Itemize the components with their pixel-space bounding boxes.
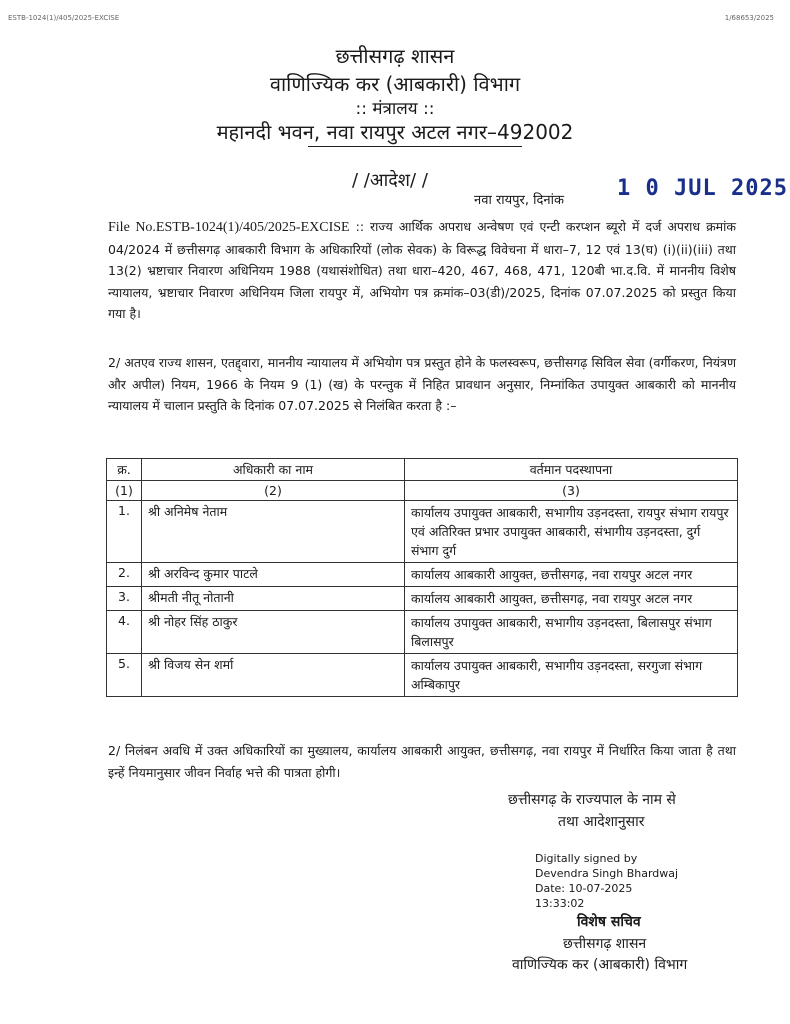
row-serial: 1.: [107, 501, 142, 563]
ministry-label: :: मंत्रालय ::: [355, 99, 435, 119]
row-serial: 3.: [107, 587, 142, 611]
department-name: वाणिज्यिक कर (आबकारी) विभाग: [269, 72, 521, 96]
col-number: (1): [107, 481, 142, 501]
digital-signature-line: Digitally signed by: [535, 852, 638, 865]
signer-designation: विशेष सचिव: [577, 914, 641, 930]
date-stamp: 1 0 JUL 2025: [617, 176, 788, 201]
officer-posting: कार्यालय उपायुक्त आबकारी, सभागीय उड़नदस्ता, बिलासपुर संभाग बिलासपुर: [405, 611, 738, 654]
signature-time: 13:33:02: [535, 897, 585, 910]
col-posting-header: वर्तमान पदस्थापना: [405, 459, 738, 481]
officer-posting: कार्यालय आबकारी आयुक्त, छत्तीसगढ़, नवा रायपुर अटल नगर: [405, 587, 738, 611]
row-serial: 2.: [107, 563, 142, 587]
order-title: / /आदेश/ /: [352, 170, 428, 191]
paragraph-2: 2/ अतएव राज्य शासन, एतद्द्वारा, माननीय न्यायालय में अभियोग पत्र प्रस्तुत होने के फलस्वरूप, छत्तीसगढ़ सिविल सेवा (वर्गीकरण, नियंत्रण और अपील) नियम, 1966 के नियम 9 (1) (ख) के परन्तुक में निहित प्रावधान अनुसार, निम्नांकित उपायुक्त आबकारी को माननीय न्यायालय में चालान प्रस्तुति के दिनांक 07.07.2025 से निलंबित करता है :–: [108, 355, 737, 413]
col-serial-header: क्र.: [107, 459, 142, 481]
place-date-label: नवा रायपुर, दिनांक: [474, 193, 564, 208]
officer-posting: कार्यालय उपायुक्त आबकारी, सभागीय उड़नदस्ता, रायपुर संभाग रायपुर एवं अतिरिक्त प्रभार उपायुक्त आबकारी, संभागीय उड़नदस्ता, दुर्ग संभाग दुर्ग: [405, 501, 738, 563]
by-order-line: तथा आदेशानुसार: [558, 814, 645, 830]
table-row: [107, 563, 738, 587]
col-name-header: अधिकारी का नाम: [142, 459, 405, 481]
table-header-row: [107, 459, 738, 481]
file-reference-top: ESTB-1024(1)/405/2025-EXCISE: [8, 14, 120, 22]
officer-name: श्री नोहर सिंह ठाकुर: [142, 611, 405, 654]
officer-name: श्री विजय सेन शर्मा: [142, 654, 405, 697]
signer-department: वाणिज्यिक कर (आबकारी) विभाग: [512, 957, 688, 973]
table-row: [107, 587, 738, 611]
header-divider: [308, 146, 522, 147]
col-number: (2): [142, 481, 405, 501]
table-row: [107, 611, 738, 654]
government-name: छत्तीसगढ़ शासन: [335, 44, 455, 68]
table-row: [107, 501, 738, 563]
document-number-top: 1/68653/2025: [724, 14, 774, 22]
row-serial: 4.: [107, 611, 142, 654]
officer-name: श्रीमती नीतू नोतानी: [142, 587, 405, 611]
governor-order-line: छत्तीसगढ़ के राज्यपाल के नाम से: [508, 792, 676, 808]
row-serial: 5.: [107, 654, 142, 697]
paragraph-3: 2/ निलंबन अवधि में उक्त अधिकारियों का मुख्यालय, कार्यालय आबकारी आयुक्त, छत्तीसगढ़, नवा रायपुर में निर्धारित किया जाता है तथा इन्हें नियमानुसार जीवन निर्वाह भत्ते की पात्रता होगी।: [108, 743, 736, 780]
officer-posting: कार्यालय उपायुक्त आबकारी, सभागीय उड़नदस्ता, सरगुजा संभाग अम्बिकापुर: [405, 654, 738, 697]
col-number: (3): [405, 481, 738, 501]
table-row: [107, 654, 738, 697]
officer-name: श्री अरविन्द कुमार पाटले: [142, 563, 405, 587]
digital-signature-block: [535, 851, 678, 911]
paragraph-1-text: :: राज्य आर्थिक अपराध अन्वेषण एवं एन्टी करप्शन ब्यूरो में दर्ज अपराध क्रमांक 04/2024 में छत्तीसगढ़ आबकारी विभाग के अधिकारियों (लोक सेवक) के विरूद्ध विवेचना में धारा–7, 12 एवं 13(घ) (i)(ii)(iii) तथा 13(2) भ्रष्टाचार निवारण अधिनियम 1988 (यथासंशोधित) तथा धारा–420, 467, 468, 471, 120बी भा.द.वि. में माननीय विशेष न्यायालय, भ्रष्टाचार निवारण अधिनियम जिला रायपुर में, अभियोग पत्र क्रमांक–03(डी)/2025, दिनांक 07.07.2025 को प्रस्तुत किया गया है।: [108, 219, 736, 321]
officers-table: [106, 458, 738, 697]
officer-posting: कार्यालय आबकारी आयुक्त, छत्तीसगढ़, नवा रायपुर अटल नगर: [405, 563, 738, 587]
signature-date: Date: 10-07-2025: [535, 882, 633, 895]
file-number: File No.ESTB-1024(1)/405/2025-EXCISE: [108, 220, 350, 235]
signer-name: Devendra Singh Bhardwaj: [535, 867, 679, 880]
officer-name: श्री अनिमेष नेताम: [142, 501, 405, 563]
address: महानदी भवन, नवा रायपुर अटल नगर–492002: [216, 120, 574, 144]
table-column-numbers: [107, 481, 738, 501]
signer-government: छत्तीसगढ़ शासन: [563, 936, 647, 952]
paragraph-1: [108, 216, 736, 325]
